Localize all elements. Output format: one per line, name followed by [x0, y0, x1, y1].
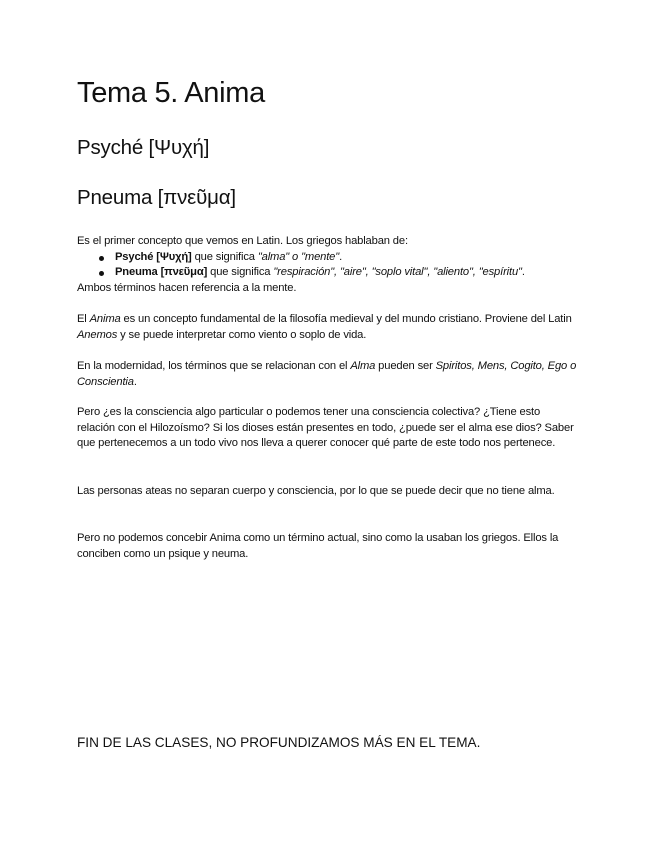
term-psyche: Psyché [Ψυχή]: [115, 250, 192, 263]
term-connector: que significa: [207, 266, 274, 278]
heading-psyche: Psyché [Ψυχή]: [77, 136, 210, 159]
text-run: es un concepto fundamental de la filosofía medieval y del mundo cristiano. Proviene del Latin: [120, 313, 572, 325]
paragraph-modernidad: [77, 359, 577, 390]
term-end: .: [339, 250, 343, 263]
paragraph-consciencia: Pero ¿es la consciencia algo particular o podemos tener una consciencia colectiva? ¿Tiene esto relación con el Hilozoísmo? Si los dioses están presentes en todo, ¿puede ser el alma ese dios? Saber que pertenecemos a un todo vivo nos lleva a querer conocer qué parte de este todo nos pertenece.: [77, 406, 574, 449]
intro-lead: Es el primer concepto que vemos en Latin. Los griegos hablaban de:: [77, 235, 408, 247]
emphasis-terms: Spiritos, Mens, Cogito, Ego o Conscientia: [77, 360, 577, 388]
text-run: En la modernidad, los términos que se relacionan con el: [77, 360, 351, 372]
text-run: y se puede interpretar como viento o soplo de vida.: [117, 328, 367, 341]
emphasis-anima: Anima: [89, 313, 121, 325]
list-item: [77, 265, 577, 281]
paragraph-concebir: Pero no podemos concebir Anima como un término actual, sino como la usaban los griegos. Ellos la conciben como un psique y neuma.: [77, 532, 559, 560]
paragraph-ateas: Las personas ateas no separan cuerpo y consciencia, por lo que se puede decir que no tiene alma.: [77, 485, 555, 497]
heading-pneuma: Pneuma [πνεῦμα]: [77, 186, 236, 209]
emphasis-alma: Alma: [350, 360, 376, 372]
term-meaning: "alma" o "mente": [257, 250, 340, 263]
term-end: .: [521, 266, 525, 278]
term-connector: que significa: [191, 250, 258, 263]
text-run: pueden ser: [375, 360, 436, 372]
text-run: .: [133, 375, 137, 388]
emphasis-anemos: Anemos: [77, 328, 118, 341]
paragraph-anima: [77, 312, 577, 343]
term-pneuma: Pneuma [πνεῦμα]: [115, 266, 208, 278]
term-meaning: "respiración", "aire", "soplo vital", "aliento", "espíritu": [273, 266, 522, 278]
page-title: Tema 5. Anima: [77, 77, 265, 109]
terms-list: [77, 250, 577, 281]
closing-note: FIN DE LAS CLASES, NO PROFUNDIZAMOS MÁS EN EL TEMA.: [77, 735, 481, 750]
list-item: [77, 250, 577, 266]
intro-closing: Ambos términos hacen referencia a la mente.: [77, 281, 297, 294]
text-run: El: [77, 313, 90, 325]
intro-section: [77, 234, 577, 296]
